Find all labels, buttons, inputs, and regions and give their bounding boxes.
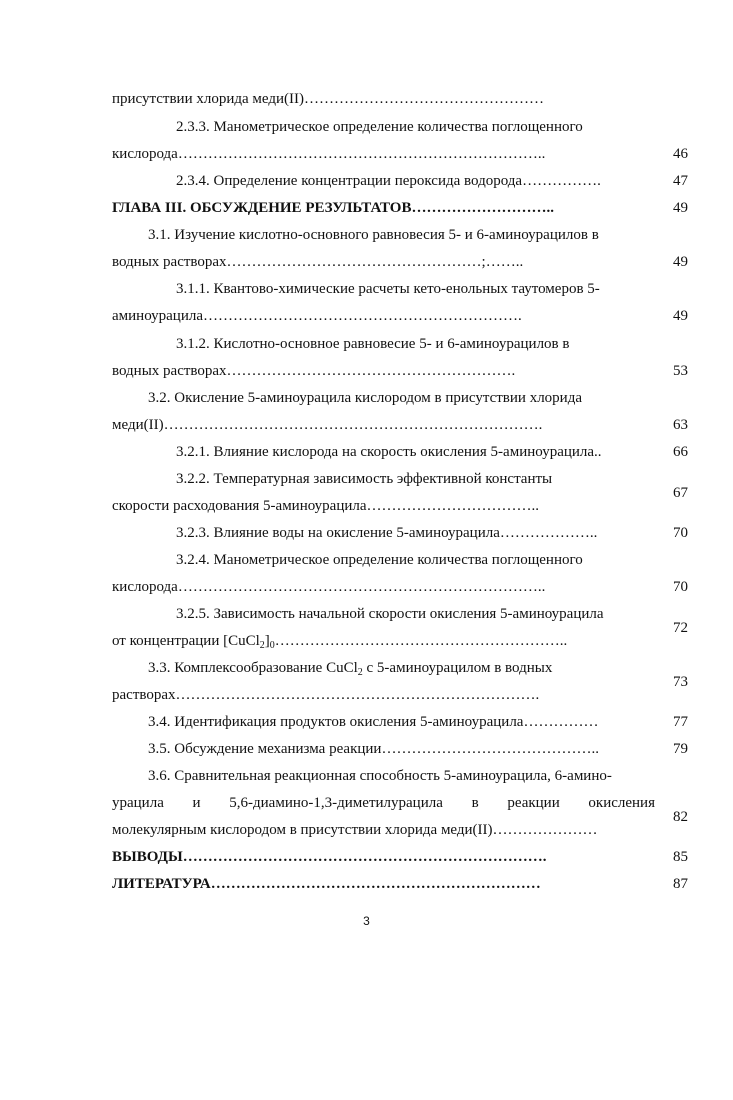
toc-entry-3-2-5: 3.2.5. Зависимость начальной скорости окисления 5-аминоурацила [176, 606, 604, 622]
toc-entry-3-2-1: 3.2.1. Влияние кислорода на скорость окисления 5-аминоурацила.. [176, 444, 602, 460]
toc-entry-3-4: 3.4. Идентификация продуктов окисления 5-аминоурацила…………… [148, 714, 599, 730]
toc-page-number: 49 [673, 254, 688, 270]
toc-line: водных растворах……………………………………………;…….. [112, 254, 524, 270]
toc-line: водных растворах…………………………………………………. [112, 363, 516, 379]
toc-line: от концентрации $[CuCl_2]_0\dots\dots\dots\dots\dots\dots\dots\dots\dots\dots\dots\dots\dots\dots\dots\dots\dots\dots\dots$.. [112, 633, 568, 651]
toc-entry-3-1-2: 3.1.2. Кислотно-основное равновесие 5- и 6-аминоурацилов в [176, 336, 570, 352]
toc-references: ЛИТЕРАТУРА………………………………………………………… [112, 876, 541, 892]
toc-page-number: 46 [673, 146, 688, 162]
toc-page-number: 63 [673, 417, 688, 433]
toc-entry-2-3-4: 2.3.4. Определение концентрации пероксида водорода……………. [176, 173, 601, 189]
toc-page-number: 82 [673, 809, 688, 825]
toc-page-number: 85 [673, 849, 688, 865]
toc-entry-3-2: 3.2. Окисление 5-аминоурацила кислородом в присутствии хлорида [148, 390, 582, 406]
toc-page-number: 79 [673, 741, 688, 757]
toc-page-number: 67 [673, 485, 688, 501]
toc-line: урацила и 5,6-диамино-1,3-диметилурацила в реакции окисления [112, 795, 655, 811]
toc-line: растворах………………………………………………………………. [112, 687, 540, 703]
toc-entry-3-2-3: 3.2.3. Влияние воды на окисление 5-аминоурацила……………….. [176, 525, 598, 541]
toc-line: присутствии хлорида меди(II)………………………………………… [112, 91, 544, 107]
toc-page-number: 77 [673, 714, 688, 730]
toc-line: молекулярным кислородом в присутствии хлорида меди(II)………………… [112, 822, 598, 838]
toc-page-number: 53 [673, 363, 688, 379]
toc-entry-3-1-1: 3.1.1. Квантово-химические расчеты кето-енольных таутомеров 5- [176, 281, 600, 297]
toc-conclusions: ВЫВОДЫ………………………………………………………………. [112, 849, 547, 865]
toc-line: кислорода……………………………………………………………….. [112, 579, 546, 595]
toc-page-number: 47 [673, 173, 688, 189]
toc-chapter-3: ГЛАВА III. ОБСУЖДЕНИЕ РЕЗУЛЬТАТОВ……………………….. [112, 200, 554, 216]
toc-page-number: 66 [673, 444, 688, 460]
page-number: 3 [363, 914, 370, 928]
toc-entry-3-2-2: 3.2.2. Температурная зависимость эффективной константы [176, 471, 553, 487]
toc-entry-3-1: 3.1. Изучение кислотно-основного равновесия 5- и 6-аминоурацилов в [148, 227, 599, 243]
toc-line: кислорода……………………………………………………………….. [112, 146, 546, 162]
toc-entry-3-6: 3.6. Сравнительная реакционная способность 5-аминоурацила, 6-амино- [148, 768, 612, 784]
toc-page-number: 87 [673, 876, 688, 892]
toc-page-number: 49 [673, 308, 688, 324]
toc-page-number: 70 [673, 579, 688, 595]
toc-entry-3-5: 3.5. Обсуждение механизма реакции…………………………………….. [148, 741, 599, 757]
toc-page-number: 70 [673, 525, 688, 541]
toc-entry-3-2-4: 3.2.4. Манометрическое определение количества поглощенного [176, 552, 583, 568]
toc-entry-2-3-3: 2.3.3. Манометрическое определение количества поглощенного [176, 119, 583, 135]
toc-page-number: 49 [673, 200, 688, 216]
toc-page-number: 72 [673, 620, 688, 636]
toc-page-number: 73 [673, 674, 688, 690]
toc-line: скорости расходования 5-аминоурацила…………………………….. [112, 498, 540, 514]
toc-line: аминоурацила………………………………………………………. [112, 308, 522, 324]
toc-line: меди(II)…………………………………………………………………. [112, 417, 543, 433]
toc-entry-3-3: 3.3. Комплексообразование CuCl$_2$ с 5-аминоурацилом в водных [148, 660, 553, 678]
